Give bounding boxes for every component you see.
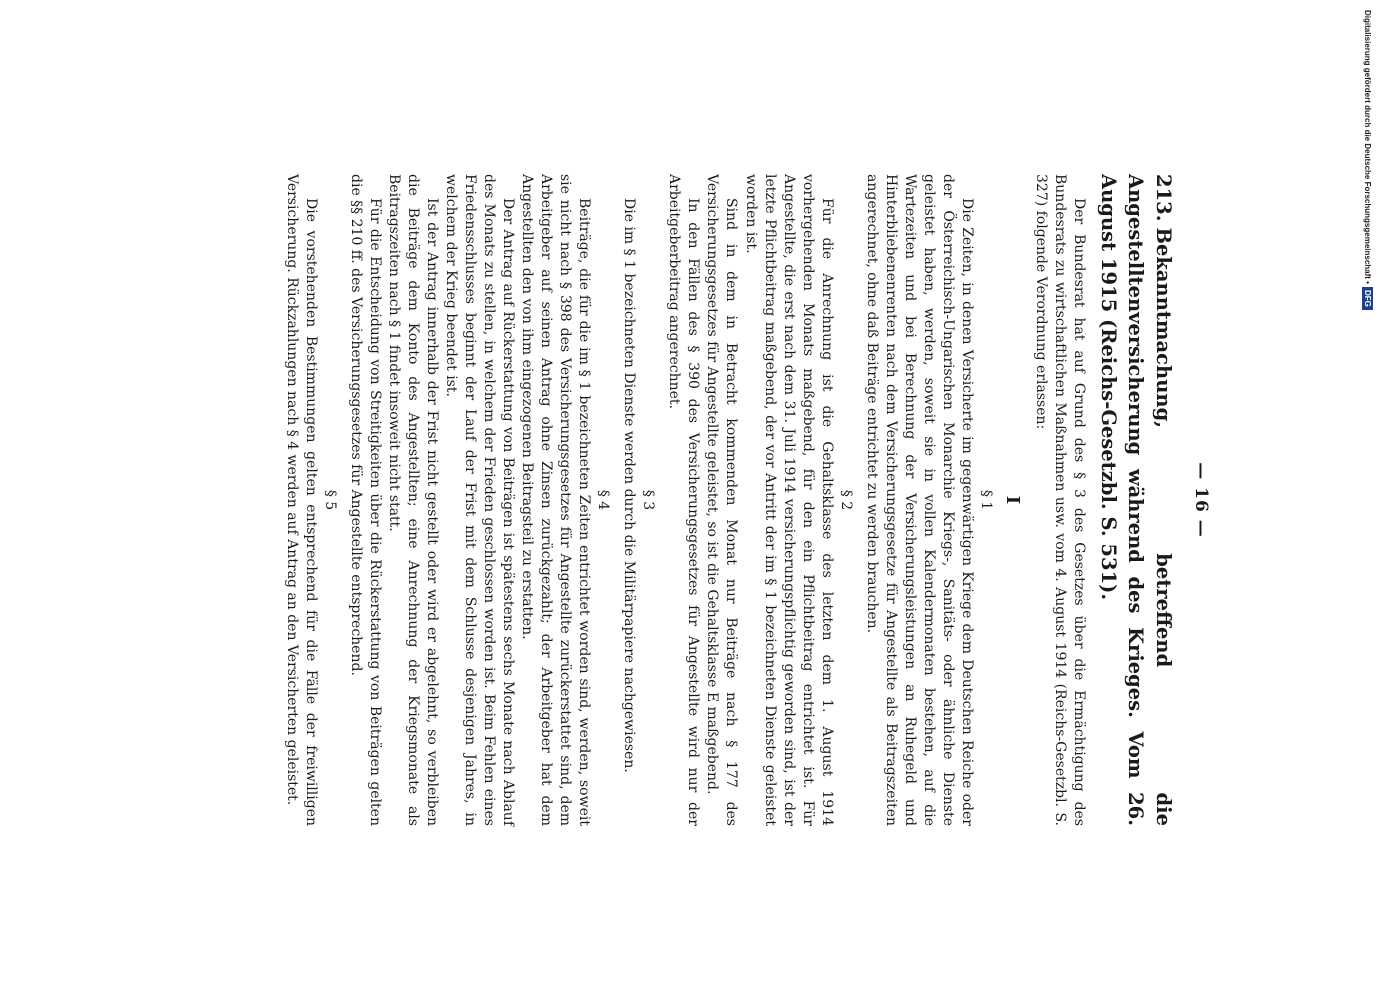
section-label: § 1 [977,489,994,511]
section-paragraph: Sind in dem in Betracht kommenden Monat nur Beiträge nach § 177 des Versicherungsgesetzes für Angestellte geleistet, so ist die Gehaltsklasse E maßgebend. [704,174,740,826]
section-paragraph: Für die Entscheidung von Streitigkeiten über die Rückerstattung von Beiträgen gelten die §§ 210 ff. des Versicherungsgesetzes für Angestellte entsprechend. [347,174,383,826]
announcement-number: 213. [1152,174,1175,222]
announcement-heading [1094,174,1177,826]
section-label: § 5 [321,489,338,511]
section-paragraph: Der Antrag auf Rückerstattung von Beiträgen ist spätestens sechs Monate nach Ablauf des Monats zu stellen, in welchem der Frieden geschlossen worden ist. Beim Fehlen eines Friedensschlusses beginnt der Lauf der Frist mit dem Schlusse desjenigen Jahres, in welchem der Krieg beendet ist. [443,174,517,826]
section-label: § 3 [640,489,657,511]
sections-container [282,174,994,826]
intro-paragraph: Der Bundesrat hat auf Grund des § 3 des Gesetzes über die Ermächtigung des Bundesrats zu wirtschaftlichen Maßnahmen usw. vom 4. August 1914 (Reichs-Gesetzbl. S. 327) folgende Verordnung erlassen: [1032,174,1087,826]
section-paragraph: Die vorstehenden Bestimmungen gelten entsprechend für die Fälle der freiwilligen Versicherung. Rückzahlungen nach § 4 werden auf Antrag an den Versicherten geleistet. [283,174,319,826]
section-paragraph: Beiträge, die für die im § 1 bezeichneten Zeiten entrichtet worden sind, werden, soweit sie nicht nach § 398 des Versicherungsgesetzes für Angestellte zurückerstattet sind, dem Arbeitgeber auf seinen Antrag ohne Zinsen zurückgezahlt; der Arbeitgeber hat dem Angestellten den von ihm eingezogenen Beitragsteil zu erstatten. [519,174,593,826]
section-paragraph: Ist der Antrag innerhalb der Frist nicht gestellt oder wird er abgelehnt, so verbleiben die Beiträge dem Konto des Angestellten; eine Anrechnung der Kriegsmonate als Beitragszeiten nach § 1 findet insoweit nicht statt. [386,174,441,826]
funding-sidebar [1363,10,1380,410]
part-label: I [1001,495,1023,505]
announcement-title: Bekanntmachung, betreffend die Angestelltenversicherung während des Krieges. Vom 26. August 1915 (Reichs-Gesetzbl. S. 531). [1096,174,1175,826]
dfg-logo: DFG [1362,287,1373,310]
section-label: § 4 [595,489,612,511]
section-paragraph: Die im § 1 bezeichneten Dienste werden durch die Militärpapiere nachgewiesen. [621,198,638,773]
document-page [141,160,1211,840]
section-paragraph: In den Fällen des § 390 des Versicherungsgesetzes für Angestellte wird nur der Arbeitgeberbeitrag angerechnet. [666,174,702,826]
page-number: — 16 — [1191,462,1211,538]
section-paragraph: Die Zeiten, in denen Versicherte im gegenwärtigen Kriege dem Deutschen Reiche oder der Österreichisch-Ungarischen Monarchie Kriegs-, Sanitäts- oder ähnliche Dienste geleistet haben, werden, soweit sie in vollen Kalendermonaten bestehen, auf die Wartezeiten und bei Berechnung der Versicherungsleistungen an Ruhegeld und Hinterbliebenenrenten nach dem Versicherungsgesetze für Angestellte als Beitragszeiten angerechnet, ohne daß Beiträge entrichtet zu werden brauchen. [863,174,975,826]
section-label: § 2 [837,489,854,511]
funding-note: Digitalisierung gefördert durch die Deutsche Forschungsgemeinschaft • [1363,10,1372,284]
section-paragraph: Für die Anrechnung ist die Gehaltsklasse des letzten dem 1. August 1914 vorhergehenden Monats maßgebend, für den ein Pflichtbeitrag entrichtet ist. Für Angestellte, die erst nach dem 31. Juli 1914 versicherungspflichtig geworden sind, ist der letzte Pflichtbeitrag maßgebend, der vor Antritt der im § 1 bezeichneten Dienste geleistet worden ist. [742,174,835,826]
